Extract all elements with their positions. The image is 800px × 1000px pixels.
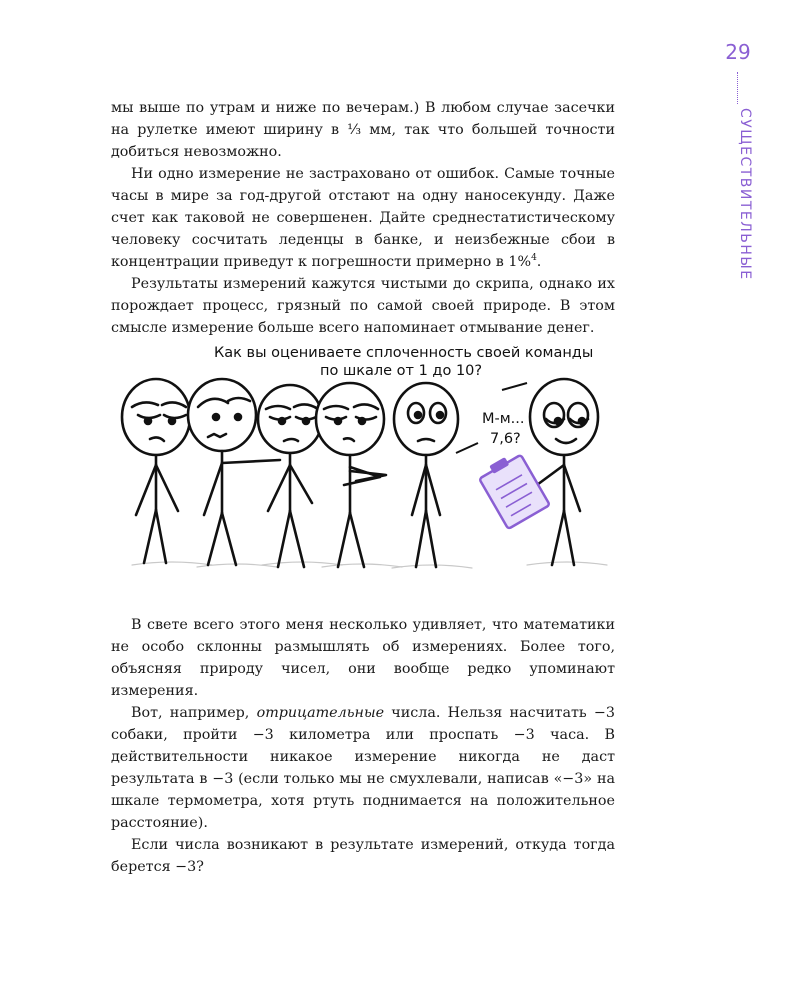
paragraph-6: Если числа возникают в результате измерений, откуда тогда берется −3? <box>111 837 615 875</box>
illustration-svg <box>112 335 622 585</box>
footnote-mark: 4 <box>531 253 537 264</box>
reply-line2: 7,6? <box>490 431 521 447</box>
paragraph-1: мы выше по утрам и ниже по вечерам.) В любом случае засечки на рулетке имеют ширину в ⅓ мм, так что большей точности добиться невозможно. <box>111 100 615 160</box>
chapter-title: СУЩЕСТВИТЕЛЬНЫЕ <box>737 108 753 281</box>
question-pointer-line <box>502 383 527 390</box>
question-caption-line2: по шкале от 1 до 10? <box>320 363 483 379</box>
stick-figure-5 <box>394 383 458 567</box>
stick-figure-4 <box>316 383 386 567</box>
paragraph-5 <box>111 702 615 834</box>
paragraph-2 <box>111 163 615 273</box>
dotted-rule <box>737 72 738 104</box>
question-caption-line1: Как вы оцениваете сплоченность своей команды <box>214 345 594 361</box>
emphasis-negative: отрицательные <box>256 705 385 721</box>
reply-pointer-line <box>456 443 478 453</box>
stick-figure-illustration <box>112 335 622 585</box>
page-number: 29 <box>725 40 751 64</box>
text-block-top <box>111 97 615 339</box>
ground-shadows <box>132 562 607 568</box>
paragraph-4: В свете всего этого меня несколько удивляет, что математики не особо склонны размышлять об измерениях. Более того, объясняя природу чисел, они вообще редко упоминают измерения. <box>111 617 615 699</box>
paragraph-2-text: Ни одно измерение не застраховано от ошибок. Самые точные часы в мире за год-другой отстают на одну наносекунду. Даже счет как таковой не совершенен. Дайте среднестатистическому человеку сосчитать леденцы в банке, и неизбежные сбои в концентрации приведут к погрешности примерно в 1% <box>111 166 615 270</box>
stick-figure-1 <box>122 379 190 563</box>
stick-figure-3 <box>258 385 322 567</box>
paragraph-2-period: . <box>536 254 542 270</box>
paragraph-3: Результаты измерений кажутся чистыми до скрипа, однако их порождает процесс, грязный по самой своей природе. В этом смысле измерение больше всего напоминает отмывание денег. <box>111 276 615 336</box>
text-block-bottom <box>111 614 615 878</box>
paragraph-5-rest: числа. Нельзя насчитать −3 собаки, пройти −3 километра или проспать −3 часа. В действительности никакое измерение никогда не даст результата в −3 (если только мы не смухлевали, написав «−3» на шкале термометра, хотя ртуть поднимается на положительное расстояние). <box>111 705 615 831</box>
clipboard-icon <box>476 450 550 529</box>
stick-figure-6 <box>526 379 598 565</box>
paragraph-5-start: Вот, например, <box>131 705 257 721</box>
reply-line1: М-м... <box>482 411 525 427</box>
